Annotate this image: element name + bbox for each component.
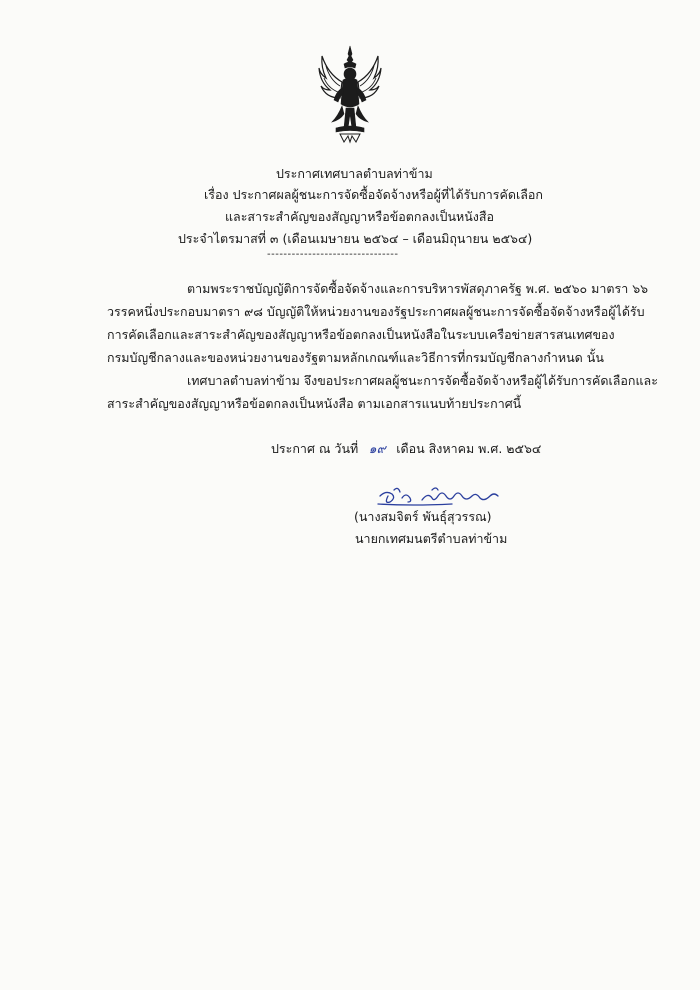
signatory-name: (นางสมจิตร์ พันธุ์สุวรรณ)	[354, 509, 492, 524]
paragraph-line: เทศบาลตำบลท่าข้าม จึงขอประกาศผลผู้ชนะการจัดซื้อจัดจ้างหรือผู้ได้รับการคัดเลือกและ	[187, 373, 658, 388]
garuda-emblem-icon	[318, 44, 382, 144]
paragraph-line: วรรคหนึ่งประกอบมาตรา ๙๘ บัญญัติให้หน่วยงานของรัฐประกาศผลผู้ชนะการจัดซื้อจัดจ้างหรือผู้ได้รับ	[107, 304, 645, 319]
paragraph-line: การคัดเลือกและสาระสำคัญของสัญญาหรือข้อตกลงเป็นหนังสือในระบบเครือข่ายสารสนเทศของ	[107, 327, 615, 342]
header-divider: --------------------------------	[267, 249, 399, 260]
header-subject-cont: และสาระสำคัญของสัญญาหรือข้อตกลงเป็นหนังสือ	[225, 209, 495, 224]
header-quarter: ประจำไตรมาสที่ ๓ (เดือนเมษายน ๒๕๖๔ – เดือนมิถุนายน ๒๕๖๔)	[178, 231, 533, 246]
header-subject: เรื่อง ประกาศผลผู้ชนะการจัดซื้อจัดจ้างหรือผู้ที่ได้รับการคัดเลือก	[204, 187, 543, 202]
paragraph-line: สาระสำคัญของสัญญาหรือข้อตกลงเป็นหนังสือ ตามเอกสารแนบท้ายประกาศนี้	[107, 396, 522, 411]
paragraph-line: ตามพระราชบัญญัติการจัดซื้อจัดจ้างและการบริหารพัสดุภาครัฐ พ.ศ. ๒๕๖๐ มาตรา ๖๖	[187, 281, 649, 296]
paragraph-line: กรมบัญชีกลางและของหน่วยงานของรัฐตามหลักเกณฑ์และวิธีการที่กรมบัญชีกลางกำหนด นั้น	[107, 350, 604, 365]
header-title: ประกาศเทศบาลตำบลท่าข้าม	[276, 166, 433, 181]
handwritten-day: ๑๙	[368, 441, 386, 456]
signatory-title: นายกเทศมนตรีตำบลท่าข้าม	[355, 531, 508, 546]
announcement-prefix: ประกาศ ณ วันที่	[271, 441, 359, 456]
announcement-date	[271, 438, 541, 459]
announcement-month-year: เดือน สิงหาคม พ.ศ. ๒๕๖๔	[396, 441, 542, 456]
